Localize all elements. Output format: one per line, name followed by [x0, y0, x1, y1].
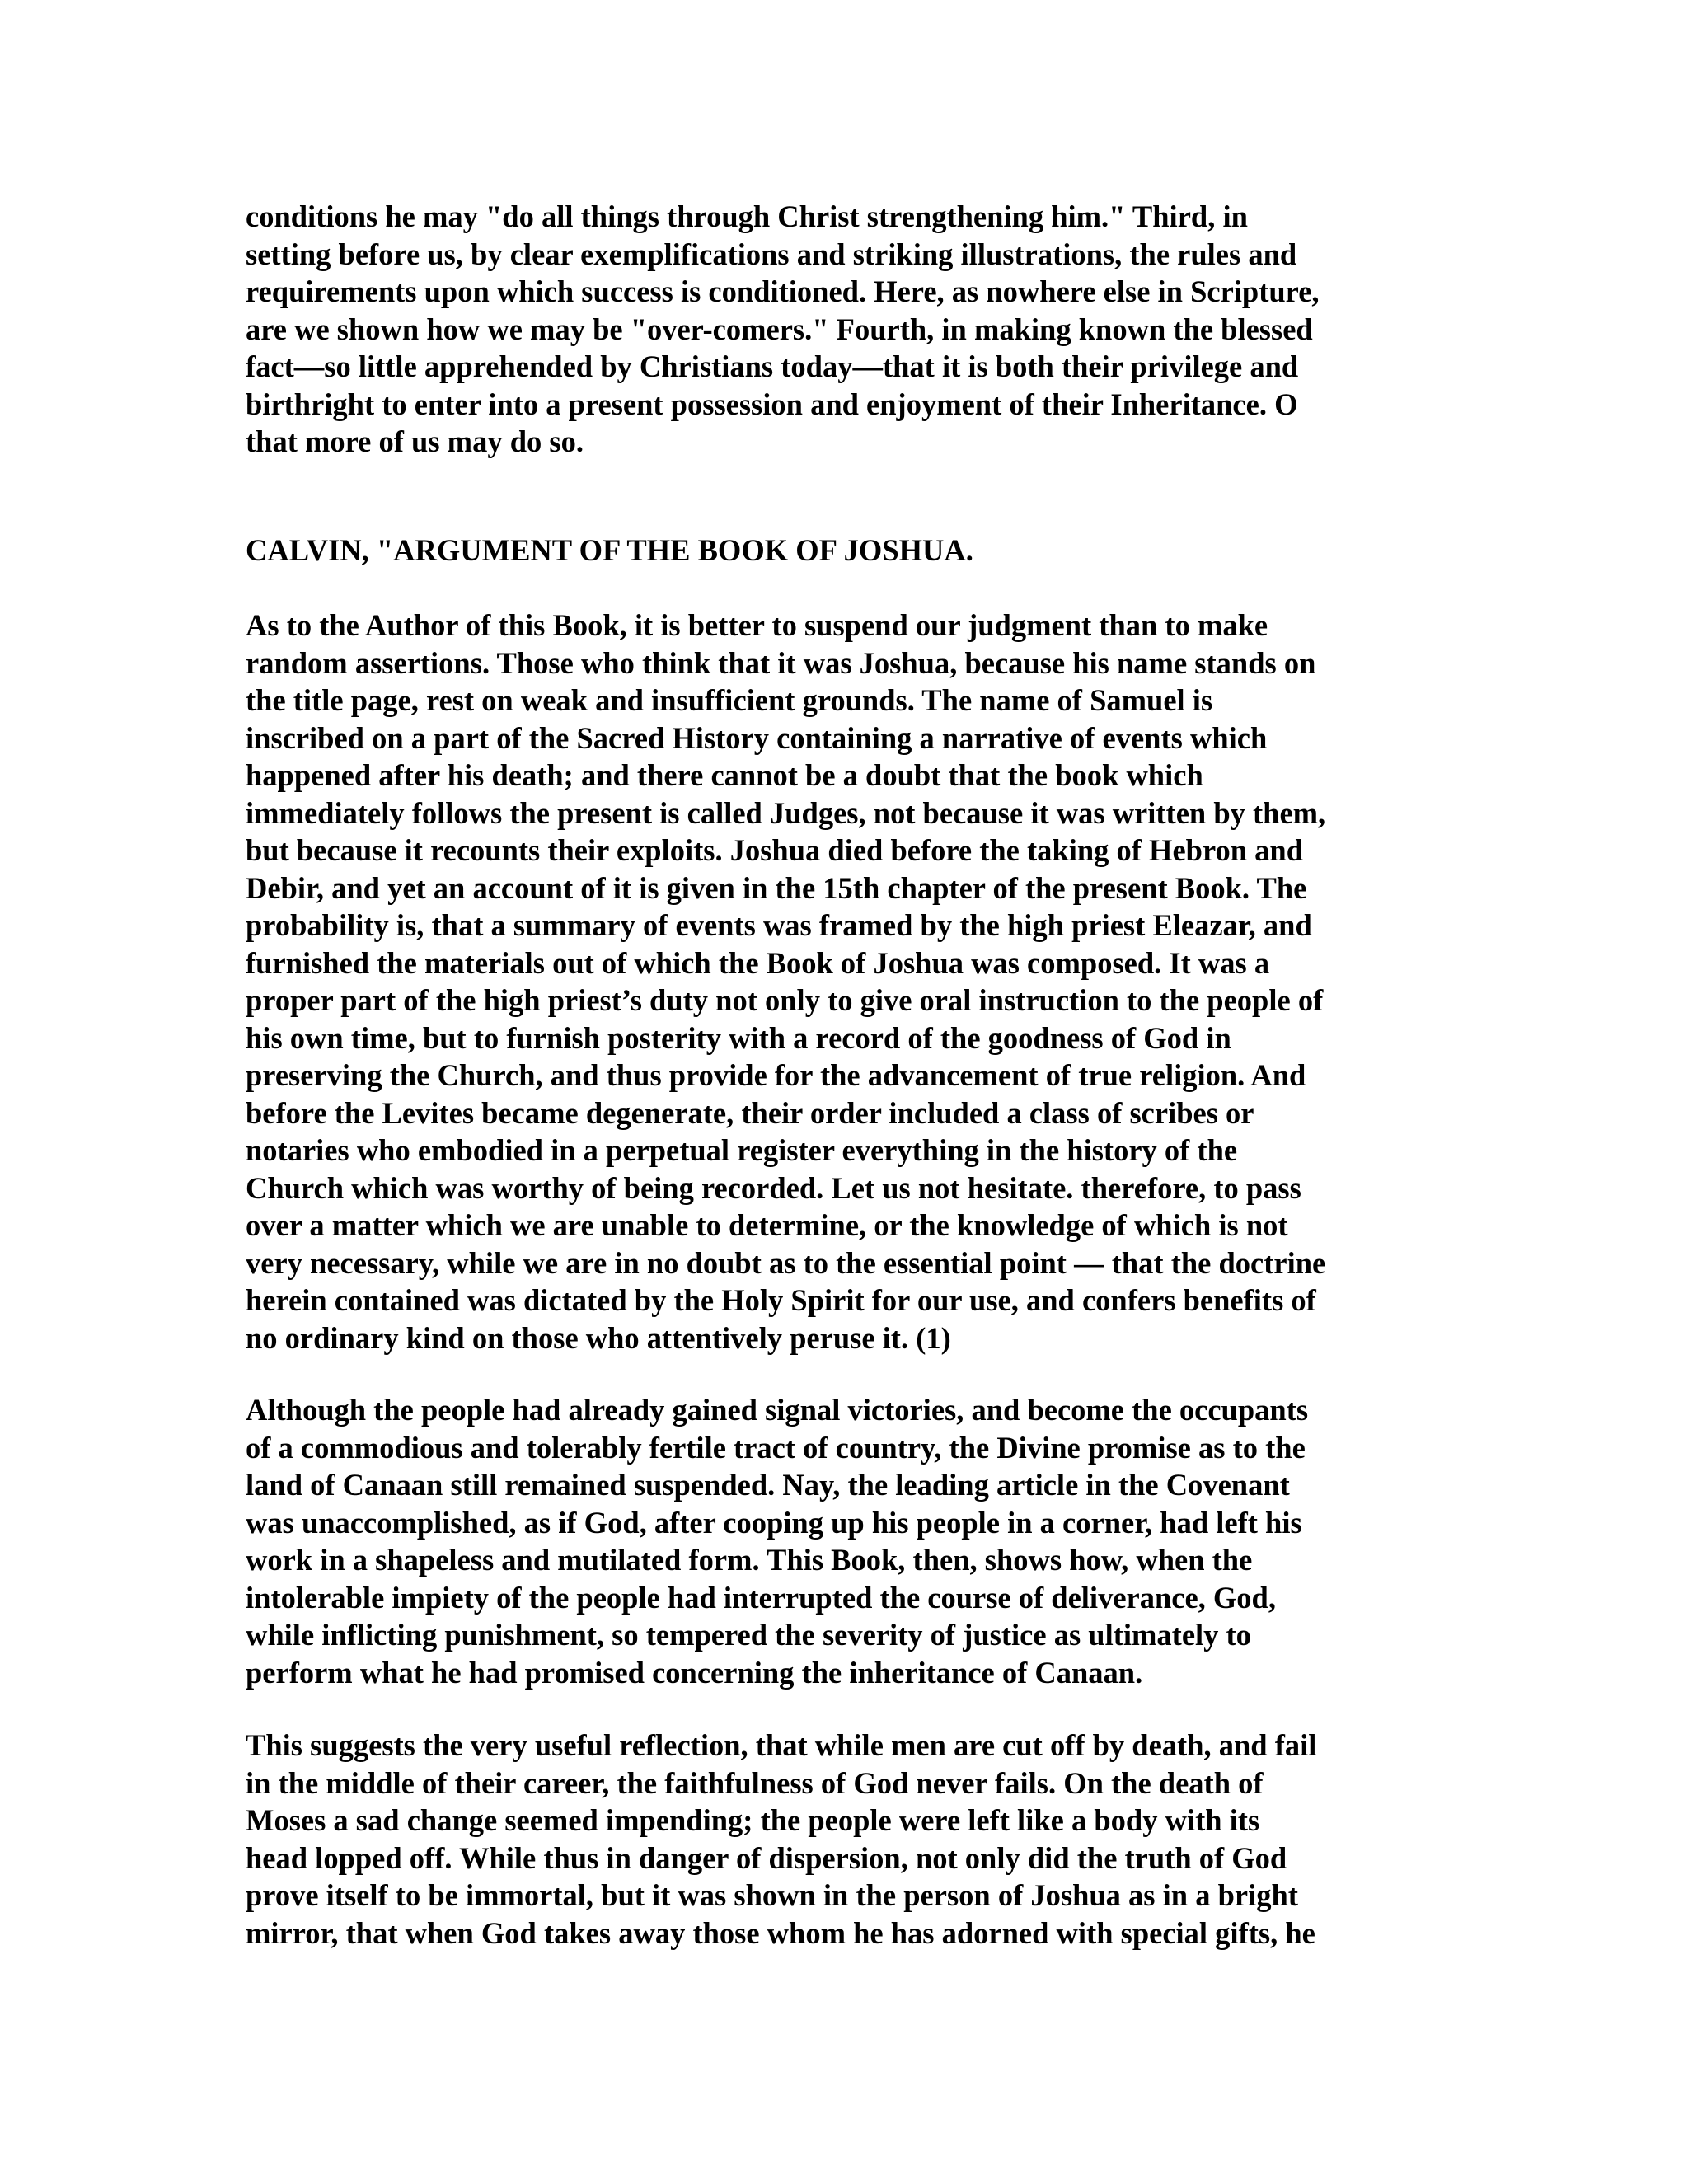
text-line: preserving the Church, and thus provide for the advancement of true religion. And: [246, 1058, 1306, 1092]
text-line: requirements upon which success is conditioned. Here, as nowhere else in Scripture,: [246, 274, 1320, 308]
text-line: land of Canaan still remained suspended. Nay, the leading article in the Covenant: [246, 1468, 1290, 1502]
text-line: happened after his death; and there cannot be a doubt that the book which: [246, 758, 1203, 792]
section-heading: [246, 532, 1432, 569]
text-line: This suggests the very useful reflection, that while men are cut off by death, and fail: [246, 1728, 1317, 1762]
text-line: conditions he may "do all things through Christ strengthening him." Third, in: [246, 199, 1248, 233]
text-line: very necessary, while we are in no doubt as to the essential point — that the doctrine: [246, 1245, 1326, 1280]
text-line: over a matter which we are unable to determine, or the knowledge of which is not: [246, 1208, 1288, 1242]
heading-text: CALVIN, "ARGUMENT OF THE BOOK OF JOSHUA.: [246, 533, 973, 567]
text-line: proper part of the high priest’s duty not only to give oral instruction to the people of: [246, 983, 1324, 1017]
text-line: no ordinary kind on those who attentively peruse it. (1): [246, 1320, 951, 1355]
text-line: in the middle of their career, the faithfulness of God never fails. On the death of: [246, 1765, 1264, 1800]
text-line: notaries who embodied in a perpetual register everything in the history of the: [246, 1133, 1238, 1167]
reflection-paragraph: [246, 1727, 1432, 1952]
text-line: herein contained was dictated by the Holy Spirit for our use, and confers benefits of: [246, 1283, 1316, 1317]
text-line: Church which was worthy of being recorded. Let us not hesitate. therefore, to pass: [246, 1170, 1301, 1205]
victories-paragraph: [246, 1391, 1432, 1691]
text-line: inscribed on a part of the Sacred History containing a narrative of events which: [246, 720, 1268, 755]
text-line: Debir, and yet an account of it is given in the 15th chapter of the present Book. The: [246, 870, 1307, 905]
text-line: birthright to enter into a present possession and enjoyment of their Inheritance. O: [246, 387, 1298, 421]
text-line: probability is, that a summary of events was framed by the high priest Eleazar, and: [246, 908, 1312, 942]
text-line: perform what he had promised concerning the inheritance of Canaan.: [246, 1655, 1143, 1690]
text-line: before the Levites became degenerate, their order included a class of scribes or: [246, 1095, 1254, 1130]
text-line: As to the Author of this Book, it is better to suspend our judgment than to make: [246, 608, 1268, 642]
text-line: while inflicting punishment, so tempered the severity of justice as ultimately to: [246, 1618, 1251, 1652]
text-line: are we shown how we may be "over-comers." Fourth, in making known the blessed: [246, 312, 1313, 346]
text-line: Although the people had already gained signal victories, and become the occupants: [246, 1393, 1309, 1427]
text-line: intolerable impiety of the people had interrupted the course of deliverance, God,: [246, 1580, 1276, 1615]
text-line: setting before us, by clear exemplifications and striking illustrations, the rules and: [246, 237, 1297, 271]
text-line: prove itself to be immortal, but it was shown in the person of Joshua as in a bright: [246, 1878, 1298, 1912]
text-line: furnished the materials out of which the Book of Joshua was composed. It was a: [246, 945, 1270, 980]
intro-paragraph: [246, 198, 1432, 461]
text-line: head lopped off. While thus in danger of dispersion, not only did the truth of God: [246, 1840, 1287, 1875]
text-line: but because it recounts their exploits. Joshua died before the taking of Hebron and: [246, 833, 1304, 867]
text-line: was unaccomplished, as if God, after cooping up his people in a corner, had left his: [246, 1505, 1302, 1540]
text-line: that more of us may do so.: [246, 424, 584, 458]
text-line: work in a shapeless and mutilated form. This Book, then, shows how, when the: [246, 1543, 1253, 1577]
text-line: of a commodious and tolerably fertile tract of country, the Divine promise as to the: [246, 1430, 1306, 1465]
text-line: the title page, rest on weak and insufficient grounds. The name of Samuel is: [246, 683, 1213, 717]
text-line: mirror, that when God takes away those whom he has adorned with special gifts, he: [246, 1915, 1315, 1950]
text-line: random assertions. Those who think that it was Joshua, because his name stands on: [246, 645, 1316, 680]
text-line: immediately follows the present is called Judges, not because it was written by them,: [246, 795, 1326, 830]
text-line: Moses a sad change seemed impending; the people were left like a body with its: [246, 1803, 1260, 1837]
text-line: his own time, but to furnish posterity with a record of the goodness of God in: [246, 1020, 1231, 1055]
text-line: fact—so little apprehended by Christians today—that it is both their privilege and: [246, 349, 1299, 383]
author-paragraph: [246, 607, 1432, 1357]
